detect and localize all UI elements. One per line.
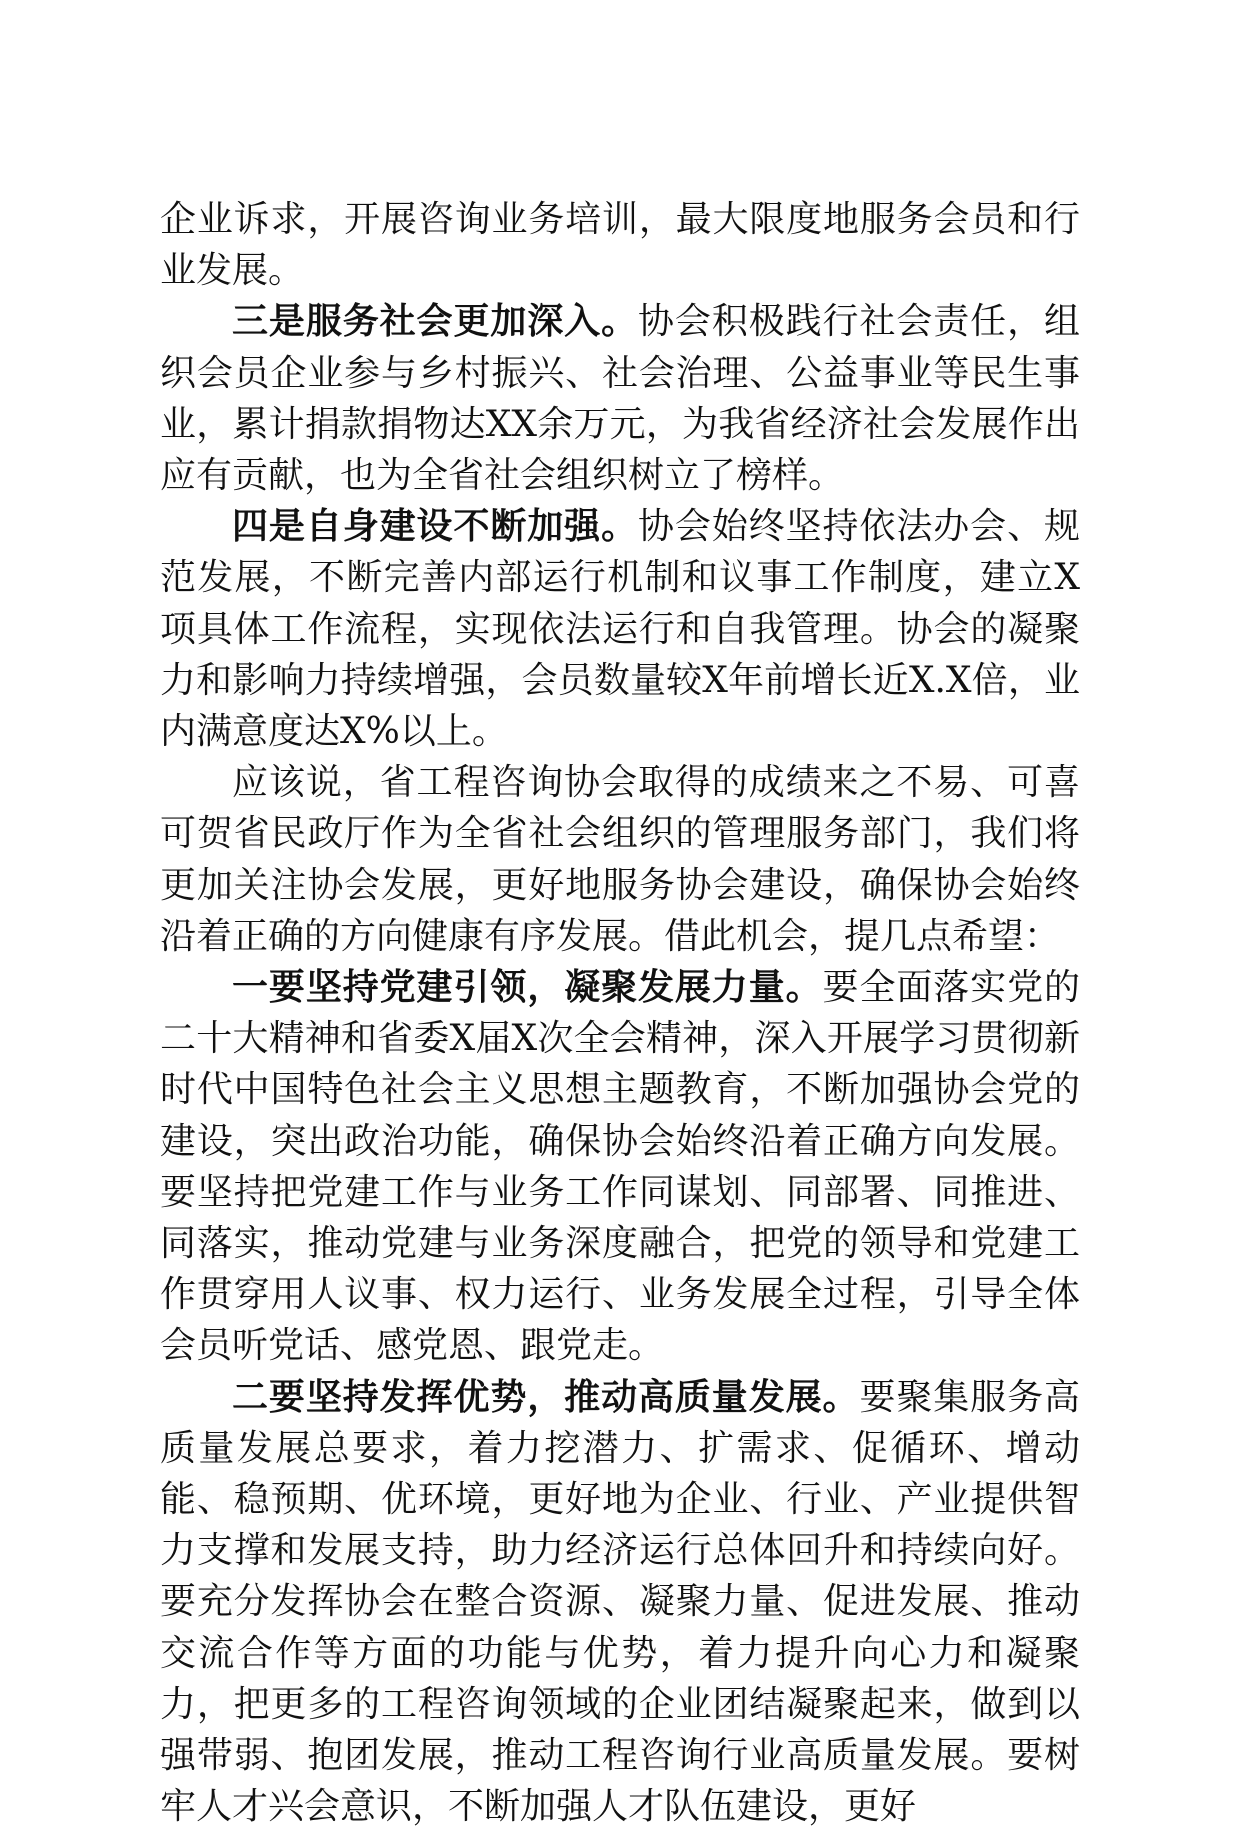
paragraph-party-building <box>160 962 1080 1372</box>
paragraph-text: 协会积极践行社会责任，组织会员企业参与乡村振兴、社会治理、公益事业等民生事业，累计捐款捐物达XX余万元，为我省经济社会发展作出应有贡献，也为全省社会组织树立了榜样。 <box>160 301 1080 497</box>
paragraph-service-society <box>160 296 1080 501</box>
paragraph-advantages <box>160 1372 1080 1833</box>
paragraph-heading: 一要坚持党建引领，凝聚发展力量。 <box>232 966 823 1009</box>
paragraph-text: 要聚集服务高质量发展总要求，着力挖潜力、扩需求、促循环、增动能、稳预期、优环境，更好地为企业、行业、产业提供智力支撑和发展支持，助力经济运行总体回升和持续向好。要充分发挥协会在整合资源、凝聚力量、促进发展、推动交流合作等方面的功能与优势，着力提升向心力和凝聚力，把更多的工程咨询领域的企业团结凝聚起来，做到以强带弱、抱团发展，推动工程咨询行业高质量发展。要树牢人才兴会意识，不断加强人才队伍建设，更好 <box>160 1376 1080 1828</box>
paragraph-self-building <box>160 501 1080 757</box>
paragraph-heading: 四是自身建设不断加强。 <box>232 505 638 548</box>
paragraph-text: 要全面落实党的二十大精神和省委X届X次全会精神，深入开展学习贯彻新时代中国特色社会主义思想主题教育，不断加强协会党的建设，突出政治功能，确保协会始终沿着正确方向发展。要坚持把党建工作与业务工作同谋划、同部署、同推进、同落实，推动党建与业务深度融合，把党的领导和党建工作贯穿用人议事、权力运行、业务发展全过程，引导全体会员听党话、感党恩、跟党走。 <box>160 967 1080 1367</box>
paragraph-summary <box>160 757 1080 962</box>
paragraph-continued <box>160 194 1080 296</box>
paragraph-text: 企业诉求，开展咨询业务培训，最大限度地服务会员和行业发展。 <box>160 199 1080 292</box>
paragraph-heading: 三是服务社会更加深入。 <box>232 300 638 343</box>
paragraph-text: 协会始终坚持依法办会、规范发展，不断完善内部运行机制和议事工作制度，建立X项具体工作流程，实现依法运行和自我管理。协会的凝聚力和影响力持续增强，会员数量较X年前增长近X.X倍，业内满意度达X%以上。 <box>160 506 1080 753</box>
document-page <box>160 194 1080 1833</box>
paragraph-heading: 二要坚持发挥优势，推动高质量发展。 <box>232 1375 860 1418</box>
paragraph-text: 应该说，省工程咨询协会取得的成绩来之不易、可喜可贺省民政厅作为全省社会组织的管理服务部门，我们将更加关注协会发展，更好地服务协会建设，确保协会始终沿着正确的方向健康有序发展。借此机会，提几点希望： <box>160 762 1080 957</box>
